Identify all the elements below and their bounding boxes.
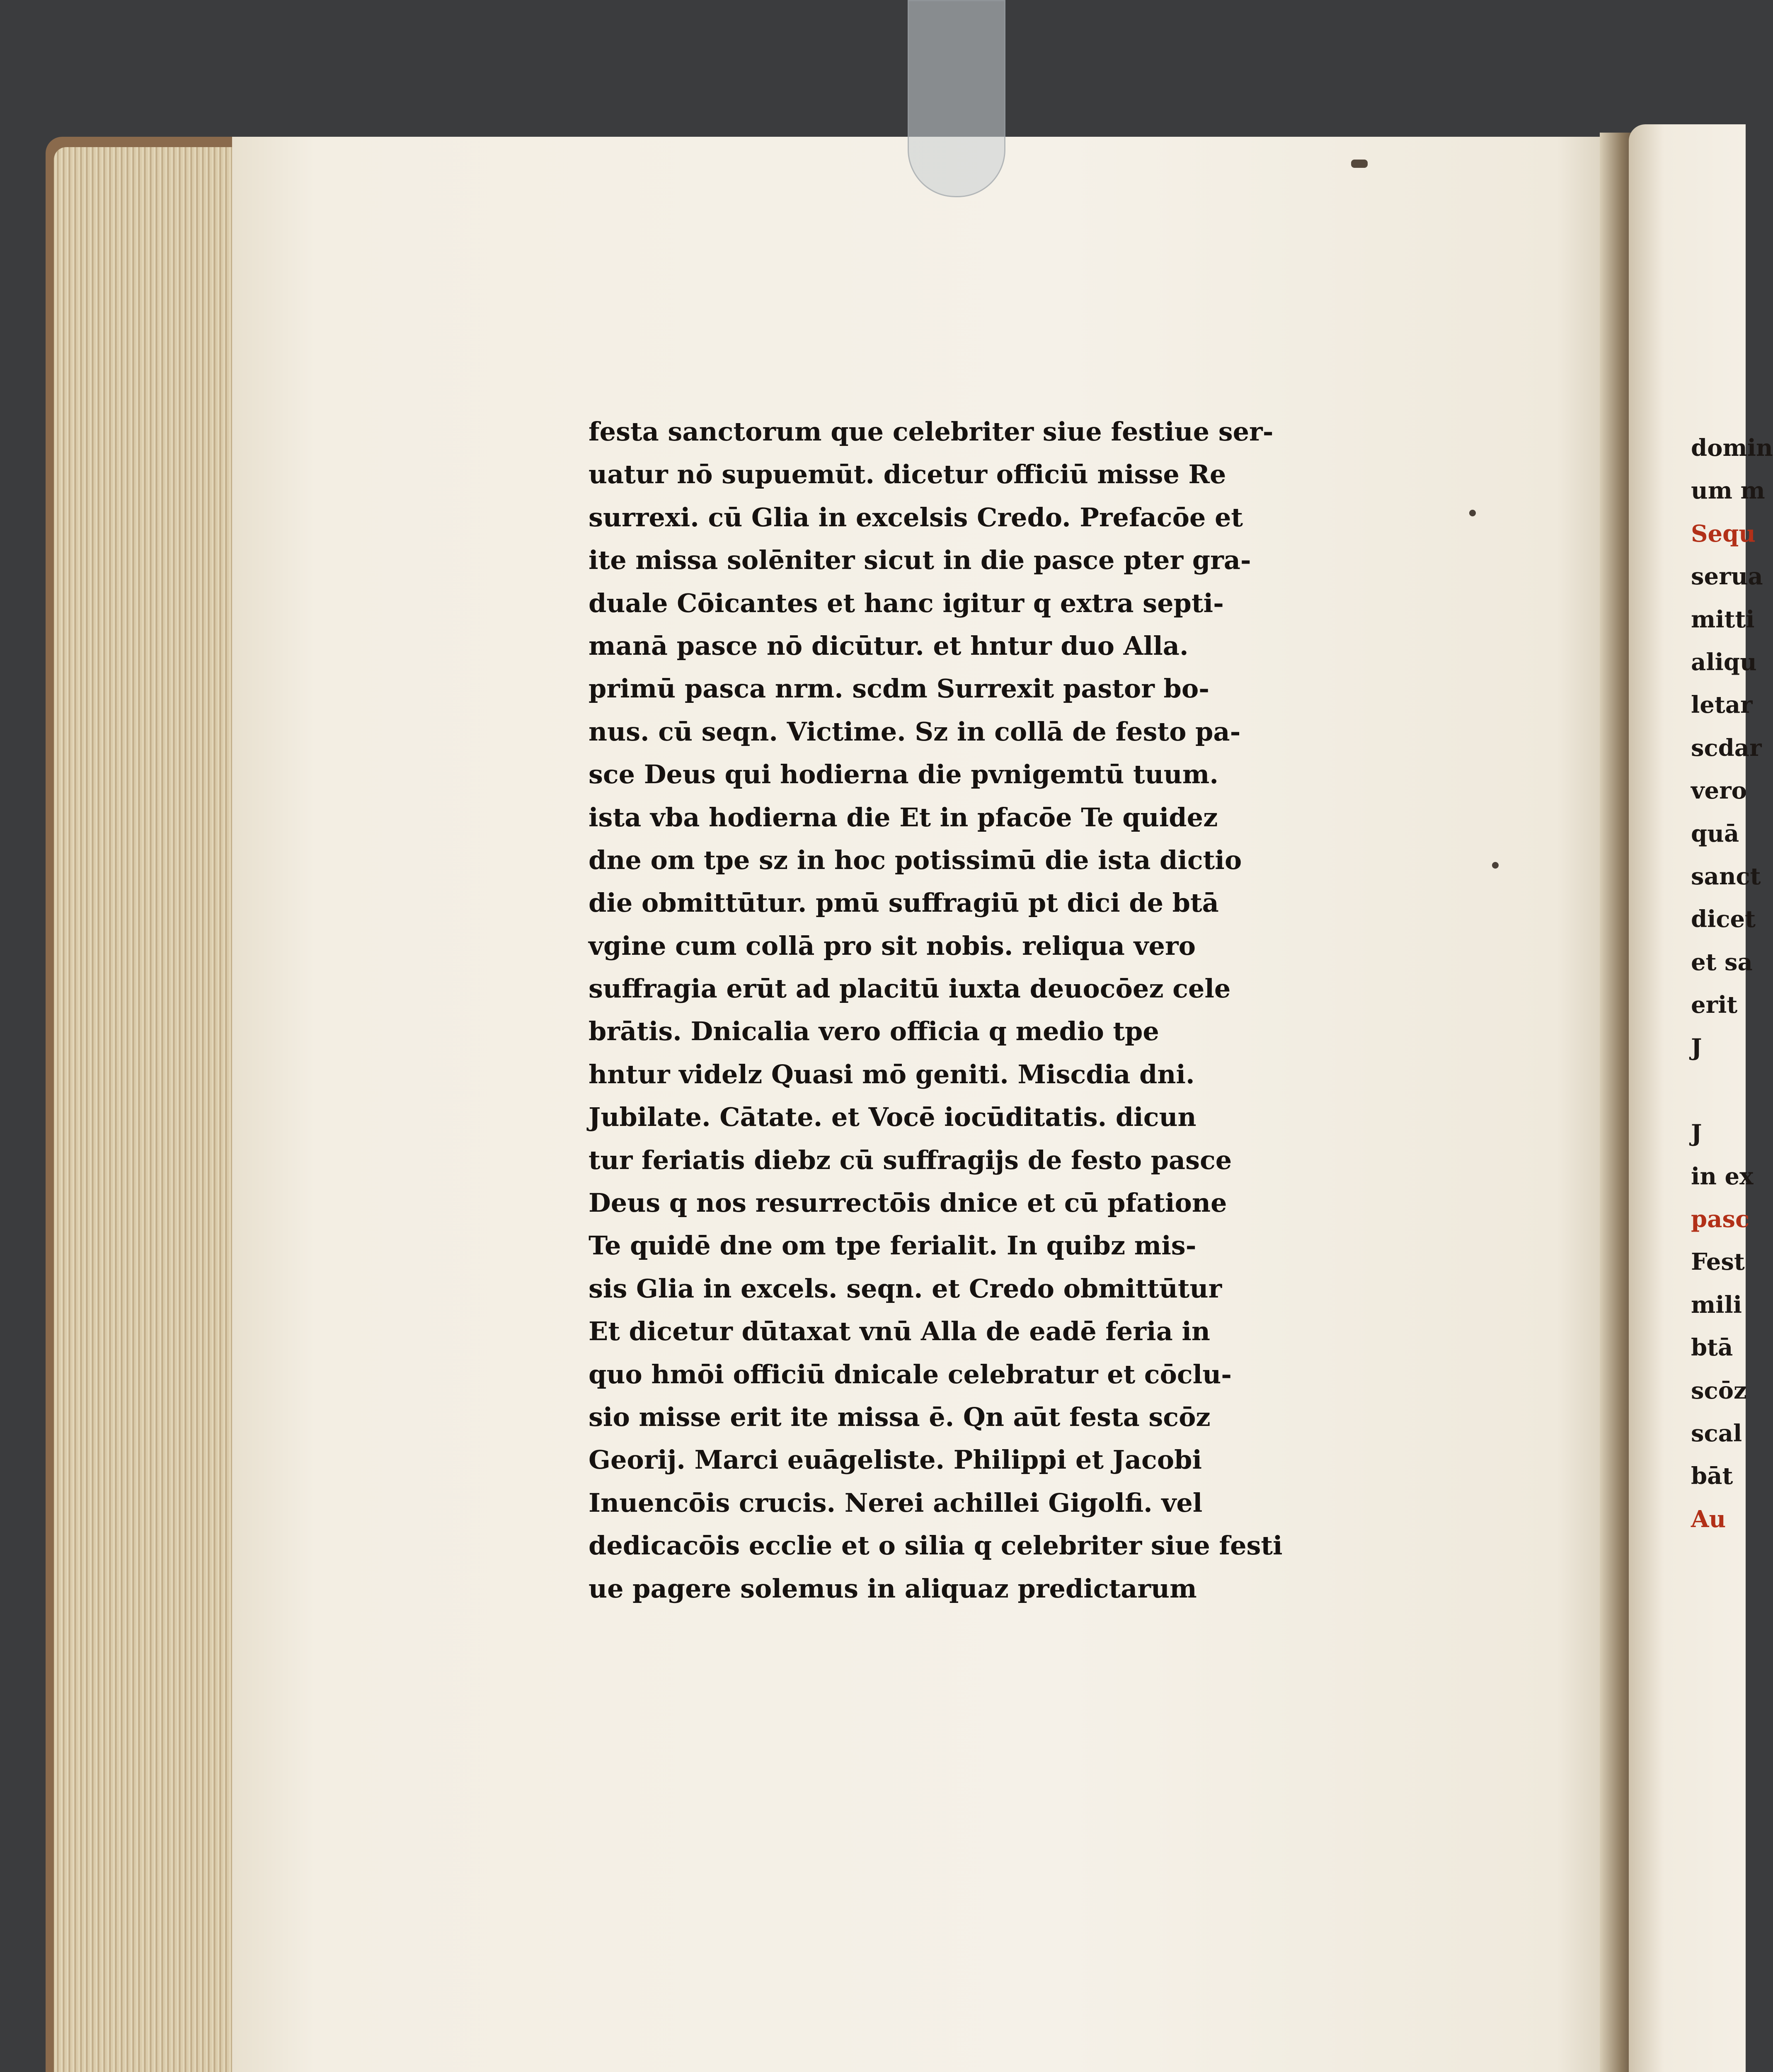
facing-line: vero [1691,777,1747,805]
text-line: die obmittūtur. pmū suffragiū pt dici de btā [589,888,1219,918]
text-line: Te quidē dne om tpe ferialit. In quibz mis- [589,1230,1197,1261]
text-line: ue pagere solemus in aliquaz predictarum [589,1573,1197,1604]
ink-mark [1351,160,1368,168]
text-line: dedicacōis ecclie et o silia q celebriter siue festi [589,1530,1283,1561]
incunable-text-block [589,410,1393,1696]
page-edges [54,147,253,2072]
facing-line: dicet [1691,905,1756,933]
facing-line: et sa [1691,948,1753,976]
text-line: hntur videlz Quasi mō geniti. Miscdia dni. [589,1059,1195,1089]
text-line: Et dicetur dūtaxat vnū Alla de eadē feria in [589,1316,1210,1347]
facing-line: btā [1691,1334,1733,1362]
text-line [589,1653,1393,1695]
facing-line: J [1691,1034,1702,1062]
facing-line [1691,1070,1746,1112]
text-line: dne om tpe sz in hoc potissimū die ista dictio [589,845,1242,875]
facing-line: bāt [1691,1462,1733,1490]
facing-line: sanct [1691,862,1761,890]
facing-line: erit [1691,991,1738,1019]
text-line: Georij. Marci euāgeliste. Philippi et Jacobi [589,1445,1202,1475]
facing-line: Au [1691,1505,1726,1533]
text-line [589,1610,1393,1653]
facing-line: Fest [1691,1248,1745,1276]
text-line: suffragia erūt ad placitū iuxta deuocōez cele [589,973,1231,1004]
facing-line: pasc [1691,1205,1750,1233]
text-line: festa sanctorum que celebriter siue festiue ser- [589,416,1274,447]
facing-line: J [1691,1120,1702,1147]
text-line: manā pasce nō dicūtur. et hntur duo Alla. [589,630,1189,661]
facing-line: quā [1691,820,1739,847]
text-line: nus. cū seqn. Victime. Sz in collā de festo pa- [589,716,1241,747]
facing-line: domin [1691,434,1773,462]
facing-line: scdar [1691,734,1762,762]
text-line: quo hmōi officiū dnicale celebratur et cōclu- [589,1359,1232,1389]
text-line: Jubilate. Cātate. et Vocē iocūditatis. dicun [589,1102,1197,1133]
text-line: Deus q nos resurrectōis dnice et cū pfatione [589,1188,1227,1218]
text-line: uatur nō supuemūt. dicetur officiū misse Re [589,459,1226,490]
text-line: brātis. Dnicalia vero officia q medio tpe [589,1016,1159,1047]
text-line: ite missa solēniter sicut in die pasce pter gra- [589,545,1251,576]
facing-line: mili [1691,1291,1742,1319]
facing-line: um m [1691,477,1765,505]
text-line: duale Cōicantes et hanc igitur q extra septi- [589,588,1224,618]
text-line: sce Deus qui hodierna die pvnigemtū tuum. [589,759,1218,790]
text-line: vgine cum collā pro sit nobis. reliqua vero [589,930,1196,961]
text-line: sio misse erit ite missa ē. Qn aūt festa scōz [589,1402,1211,1432]
ink-dot [1469,510,1476,516]
text-line: ista vba hodierna die Et in pfacōe Te quidez [589,802,1218,833]
facing-line: Sequ [1691,520,1756,547]
text-line: Inuencōis crucis. Nerei achillei Gigolfi. vel [589,1487,1203,1518]
facing-line: letar [1691,691,1753,719]
facing-line: scal [1691,1419,1742,1447]
facing-line: mitti [1691,605,1755,633]
text-line: tur feriatis diebz cū suffragijs de festo pasce [589,1145,1232,1175]
facing-line: scōz [1691,1377,1747,1404]
facing-page-text [1691,427,1773,1541]
ink-dot [1492,862,1499,869]
text-line: primū pasca nrm. scdm Surrexit pastor bo- [589,673,1209,704]
facing-line: in ex [1691,1162,1754,1190]
facing-line: aliqu [1691,648,1757,676]
page-clip-top [908,0,1005,197]
facing-line: serua [1691,563,1763,591]
text-line: sis Glia in excels. seqn. et Credo obmittūtur [589,1273,1222,1304]
text-line: surrexi. cū Glia in excelsis Credo. Prefacōe et [589,502,1243,533]
